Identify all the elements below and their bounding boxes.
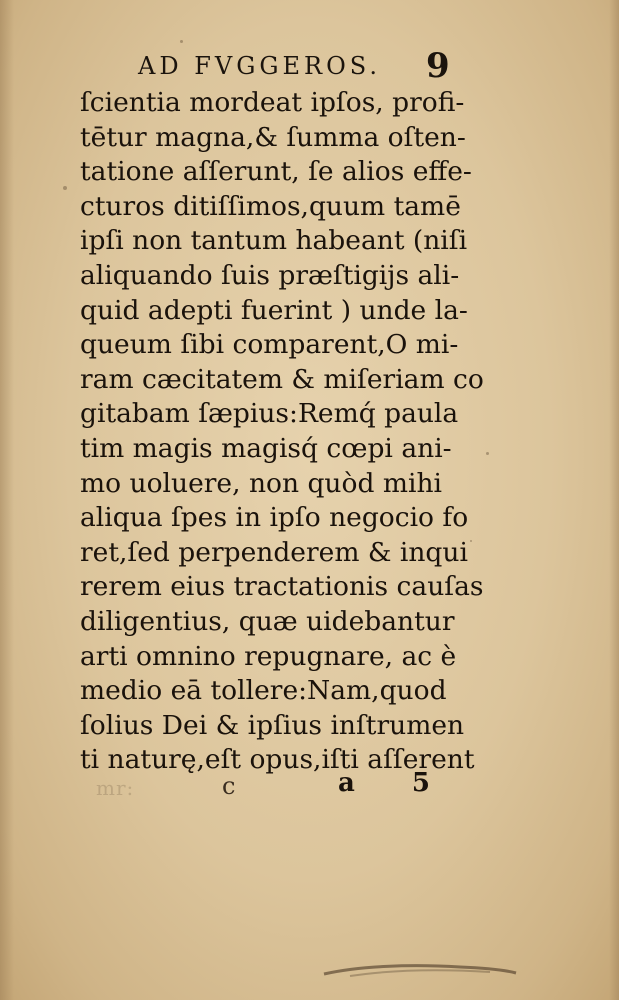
- running-title: AD FVGGEROS.: [138, 52, 382, 80]
- page-number: 9: [426, 46, 450, 86]
- faded-bleedthrough-text: mr:: [96, 776, 135, 800]
- paper-speck: [470, 540, 472, 542]
- text-line: arti omnino repugnare, ac è: [80, 640, 457, 672]
- text-line: cturos ditiſſimos,quum tamē: [80, 190, 461, 222]
- body-text: [80, 86, 484, 778]
- page-header: [138, 46, 458, 86]
- text-line: rerem eius tractationis cauſas: [80, 571, 484, 603]
- stray-mark: c: [222, 772, 236, 800]
- text-line: gitabam ſæpius:Remq́ paula: [80, 398, 459, 430]
- page-gutter-shadow: [0, 0, 14, 1000]
- text-line: ti naturę,eſt opus,iſti aſſerent: [80, 744, 475, 776]
- text-line: ram cæcitatem & miſeriam co: [80, 363, 484, 395]
- text-line: diligentius, quæ uidebantur: [80, 605, 455, 637]
- paper-speck: [486, 452, 489, 455]
- text-line: tim magis magisq́ cœpi ani-: [80, 432, 452, 464]
- text-line: ſolius Dei & ipſius inſtrumen: [80, 709, 465, 741]
- text-line: queum ſibi comparent,O mi-: [80, 329, 459, 361]
- text-line: aliquando ſuis præſtigijs ali-: [80, 259, 460, 291]
- ink-smudge: [320, 958, 520, 980]
- signature-mark: a 5: [338, 768, 454, 798]
- text-line: mo uoluere, non quòd mihi: [80, 467, 442, 499]
- text-line: ſcientia mordeat ipſos, profi-: [80, 87, 465, 118]
- text-line: ipſi non tantum habeant (niſi: [80, 225, 468, 257]
- page-edge-shadow: [609, 0, 619, 1000]
- paper-speck: [63, 186, 67, 190]
- text-line: ret,ſed perpenderem & inqui: [80, 536, 468, 568]
- text-line: medio eā tollere:Nam,quod: [80, 675, 447, 707]
- text-line: tētur magna,& ſumma oſten-: [80, 121, 466, 153]
- text-line: quid adepti fuerint ) unde la-: [80, 294, 468, 326]
- text-line: aliqua ſpes in ipſo negocio fo: [80, 502, 469, 534]
- text-line: tatione aſſerunt, ſe alios effe-: [80, 156, 472, 188]
- paper-speck: [180, 40, 183, 43]
- page-footer: [90, 766, 470, 806]
